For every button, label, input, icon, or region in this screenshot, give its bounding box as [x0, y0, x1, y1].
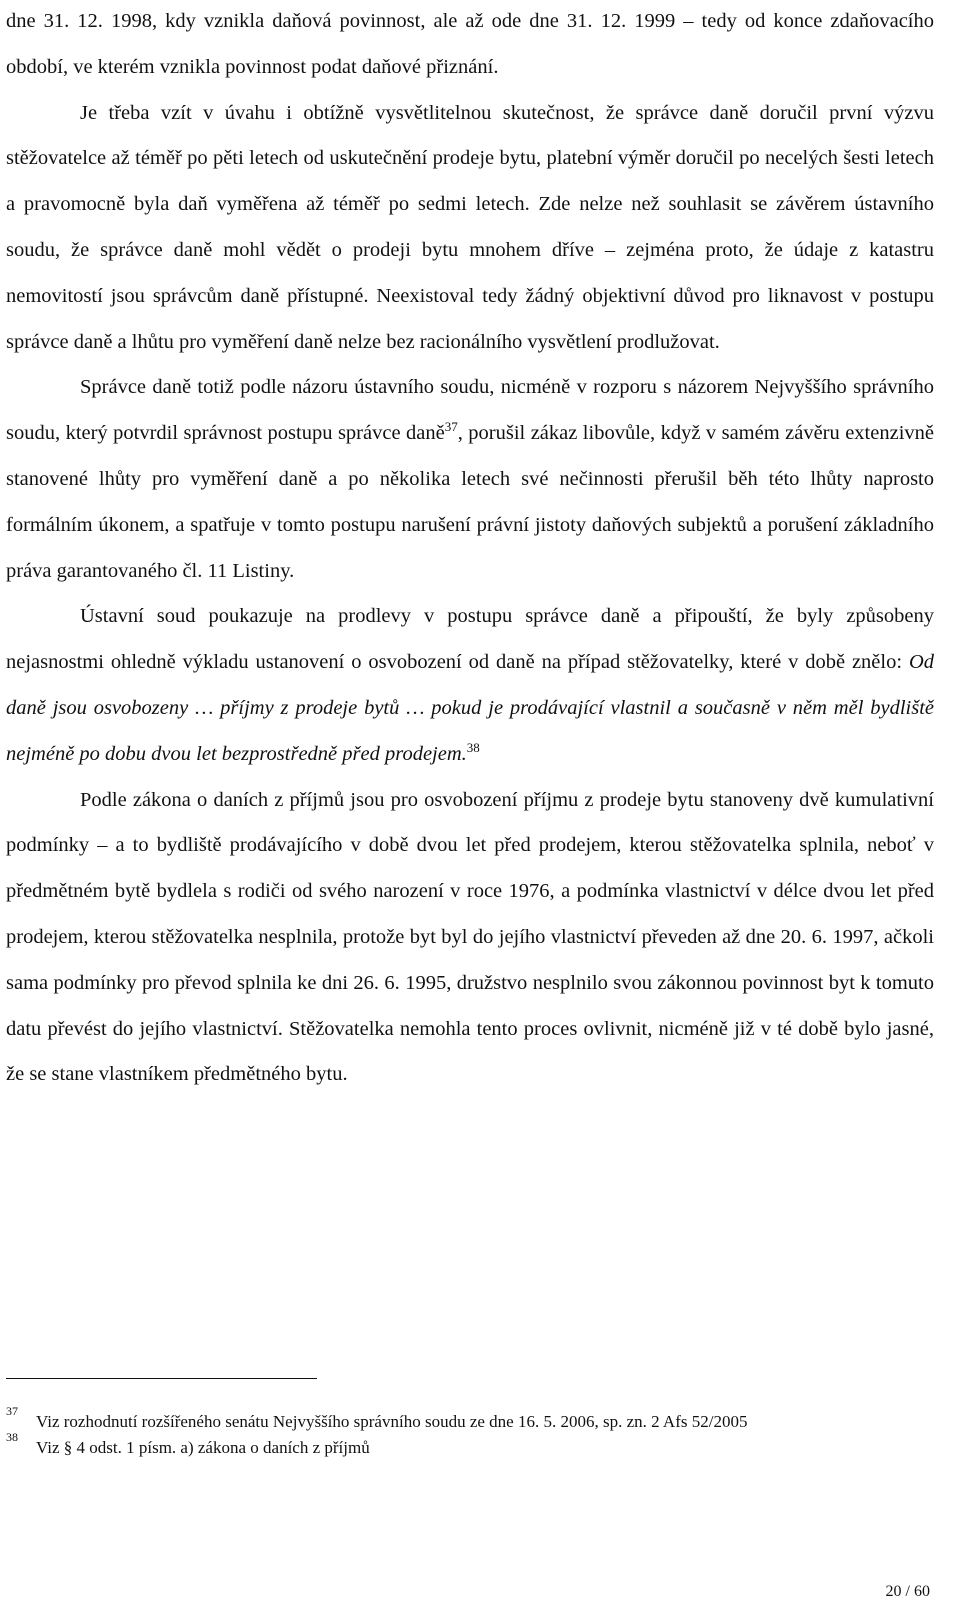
document-body: [6, 0, 934, 1098]
paragraph: Je třeba vzít v úvahu i obtížně vysvětlitelnou skutečnost, že správce daně doručil první výzvu stěžovatelce až téměř po pěti letech od uskutečnění prodeje bytu, platební výměr doručil po necelých šesti letech a pravomocně byla daň vyměřena až téměř po sedmi letech. Zde nelze než souhlasit se závěrem ústavního soudu, že správce daně mohl vědět o prodeji bytu mnohem dříve – zejména proto, že údaje z katastru nemovitostí jsou správcům daně přístupné. Neexistoval tedy žádný objektivní důvod pro liknavost v postupu správce daně a lhůtu pro vyměření daně nelze bez racionálního vysvětlení prodlužovat.: [6, 101, 934, 353]
footnote: [6, 1430, 934, 1458]
footnote-text: Viz rozhodnutí rozšířeného senátu Nejvyššího správního soudu ze dne 16. 5. 2006, sp. zn. 2 Afs 52/2005: [36, 1412, 748, 1431]
paragraph-text: , porušil zákaz libovůle, když v samém závěru extenzivně stanovené lhůty pro vyměření daně a po několika letech své nečinnosti přerušil běh této lhůty naprosto formálním úkonem, a spatřuje v tomto postupu narušení právní jistoty daňových subjektů a porušení základního práva garantovaného čl. 11 Listiny.: [6, 422, 934, 582]
footnote-text: Viz § 4 odst. 1 písm. a) zákona o daních z příjmů: [36, 1438, 370, 1457]
paragraph-with-quote: [6, 594, 934, 777]
footnotes: [6, 1404, 934, 1464]
footnote-separator: [6, 1378, 317, 1379]
paragraph-with-footnote: [6, 365, 934, 594]
footnote-reference[interactable]: 37: [444, 419, 458, 435]
paragraph-text: Správce daně totiž podle názoru ústavního soudu, nicméně v rozporu s názorem Nejvyššího správního soudu, který potvrdil správnost postupu správce daně: [6, 376, 934, 445]
footnote-number: 37: [6, 1404, 18, 1418]
paragraph-continuation: dne 31. 12. 1998, kdy vznikla daňová povinnost, ale až ode dne 31. 12. 1999 – tedy od konce zdaňovacího období, ve kterém vznikla povinnost podat daňové přiznání.: [6, 10, 934, 78]
footnote: [6, 1404, 934, 1432]
footnote-reference[interactable]: 38: [466, 739, 480, 755]
footnote-number: 38: [6, 1430, 18, 1444]
page-number: 20 / 60: [885, 1583, 930, 1600]
paragraph: Podle zákona o daních z příjmů jsou pro osvobození příjmu z prodeje bytu stanoveny dvě kumulativní podmínky – a to bydliště prodávajícího v době dvou let před prodejem, kterou stěžovatelka splnila, neboť v předmětném bytě bydlela s rodiči od svého narození v roce 1976, a podmínka vlastnictví v délce dvou let před prodejem, kterou stěžovatelka nesplnila, protože byt byl do jejího vlastnictví převeden až dne 20. 6. 1997, ačkoli sama podmínky pro převod splnila ke dni 26. 6. 1995, družstvo nesplnilo svou zákonnou povinnost byt k tomuto datu převést do jejího vlastnictví. Stěžovatelka nemohla tento proces ovlivnit, nicméně již v té době bylo jasné, že se stane vlastníkem předmětného bytu.: [6, 788, 934, 1086]
paragraph-text: Ústavní soud poukazuje na prodlevy v postupu správce daně a připouští, že byly způsobeny nejasnostmi ohledně výkladu ustanovení o osvobození od daně na případ stěžovatelky, které v době znělo:: [6, 605, 934, 674]
quoted-statute-text: Od daně jsou osvobozeny … příjmy z prodeje bytů … pokud je prodávající vlastnil a současně v něm měl bydliště nejméně po dobu dvou let bezprostředně před prodejem.: [6, 651, 934, 765]
